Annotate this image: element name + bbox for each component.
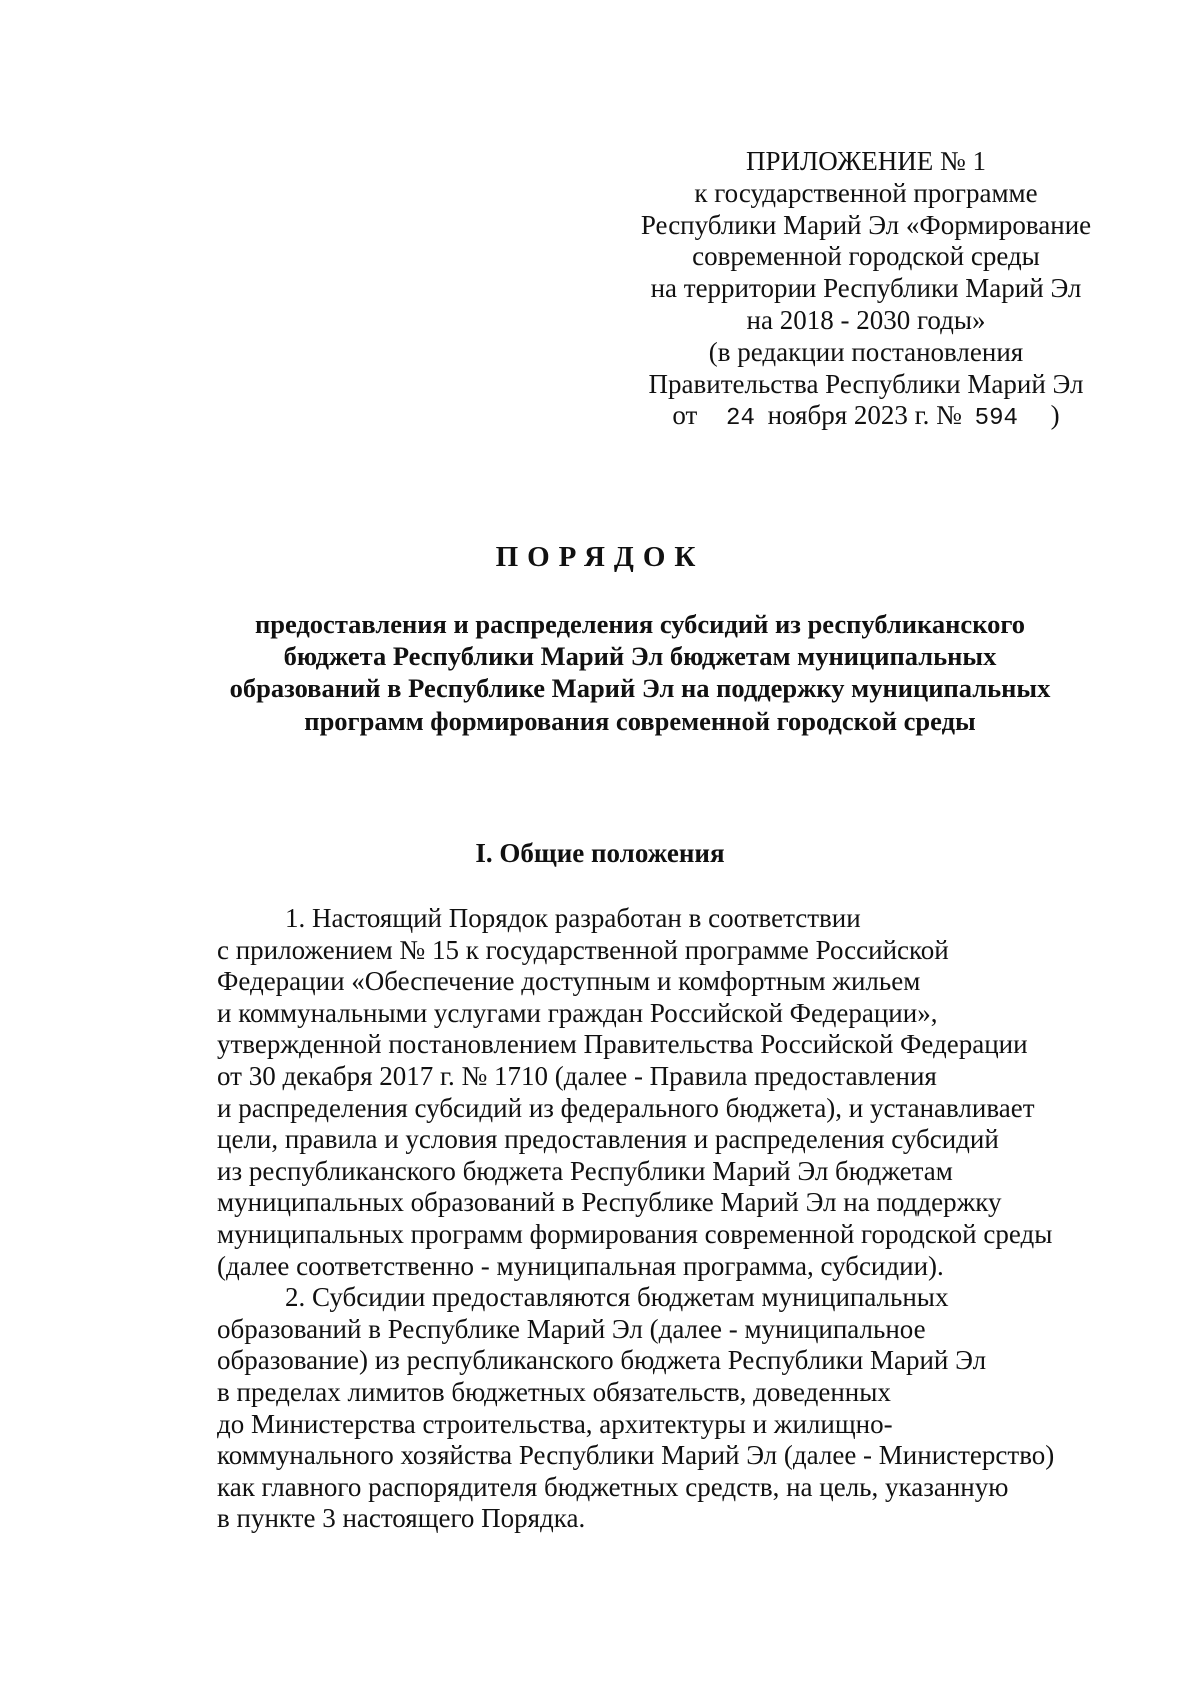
- annex-line: к государственной программе: [694, 177, 1038, 208]
- annex-line: на 2018 - 2030 годы»: [746, 304, 986, 335]
- annex-line: Республики Марий Эл «Формирование: [640, 209, 1092, 240]
- subtitle-line: предоставления и распределения субсидий из республиканского: [254, 609, 1025, 639]
- subtitle-line: программ формирования современной городской среды: [304, 705, 976, 736]
- paragraph-2-line: как главного распорядителя бюджетных средств, на цель, указанную: [217, 1471, 1009, 1502]
- paragraph-2-line: 2. Субсидии предоставляются бюджетам муниципальных: [285, 1282, 949, 1313]
- annex-line: современной городской среды: [692, 241, 1040, 272]
- annex-line: на территории Республики Марий Эл: [650, 273, 1082, 304]
- annex-line: (в редакции постановления: [708, 336, 1024, 367]
- paragraph-2-line: образований в Республике Марий Эл (далее - муниципальное: [217, 1313, 926, 1344]
- section-heading: I. Общие положения: [475, 838, 725, 868]
- date-prefix: от: [672, 400, 698, 431]
- paragraph-2-line: в пределах лимитов бюджетных обязательств, доведенных: [217, 1376, 891, 1407]
- annex-block: [600, 146, 1132, 435]
- paragraph-2-line: в пункте 3 настоящего Порядка.: [217, 1503, 586, 1534]
- paragraph-1-line: от 30 декабря 2017 г. № 1710 (далее - Правила предоставления: [217, 1060, 937, 1091]
- paragraph-1-line: с приложением № 15 к государственной программе Российской: [217, 934, 949, 965]
- paragraph-1-line: утвержденной постановлением Правительства Российской Федерации: [217, 1029, 1028, 1060]
- body-text: [217, 903, 1094, 1535]
- paragraph-2-line: коммунального хозяйства Республики Марий Эл (далее - Министерство): [217, 1440, 1055, 1471]
- date-day: 24: [726, 405, 755, 433]
- paragraph-1-line: муниципальных образований в Республике Марий Эл на поддержку: [217, 1187, 1002, 1218]
- paragraph-1-line: муниципальных программ формирования современной городской среды: [217, 1218, 1053, 1249]
- annex-line: ПРИЛОЖЕНИЕ № 1: [745, 146, 987, 176]
- date-month-year: ноября 2023 г. №: [767, 400, 962, 431]
- document-title: ПОРЯДОК: [495, 541, 705, 573]
- paragraph-1-line: цели, правила и условия предоставления и распределения субсидий: [217, 1124, 999, 1155]
- paragraph-1-line: и коммунальными услугами граждан Российской Федерации»,: [217, 997, 938, 1028]
- document-subtitle: [200, 608, 1080, 737]
- paragraph-1-line: (далее соответственно - муниципальная программа, субсидии).: [217, 1250, 944, 1281]
- paragraph-2-line: до Министерства строительства, архитектуры и жилищно-: [217, 1408, 893, 1439]
- subtitle-line: бюджета Республики Марий Эл бюджетам муниципальных: [283, 641, 997, 672]
- paragraph-1-line: Федерации «Обеспечение доступным и комфортным жильем: [217, 966, 921, 997]
- subtitle-line: образований в Республике Марий Эл на поддержку муниципальных: [229, 673, 1051, 704]
- annex-date-line: [600, 400, 1132, 435]
- paragraph-1-line: из республиканского бюджета Республики Марий Эл бюджетам: [217, 1155, 953, 1186]
- resolution-number: 594: [974, 405, 1018, 433]
- date-suffix: ): [1050, 400, 1060, 431]
- paragraph-1-line: и распределения субсидий из федерального бюджета), и устанавливает: [217, 1092, 1035, 1123]
- paragraph-2-line: образование) из республиканского бюджета Республики Марий Эл: [217, 1345, 987, 1376]
- annex-line: Правительства Республики Марий Эл: [648, 368, 1084, 399]
- paragraph-1-line: 1. Настоящий Порядок разработан в соответствии: [285, 903, 861, 933]
